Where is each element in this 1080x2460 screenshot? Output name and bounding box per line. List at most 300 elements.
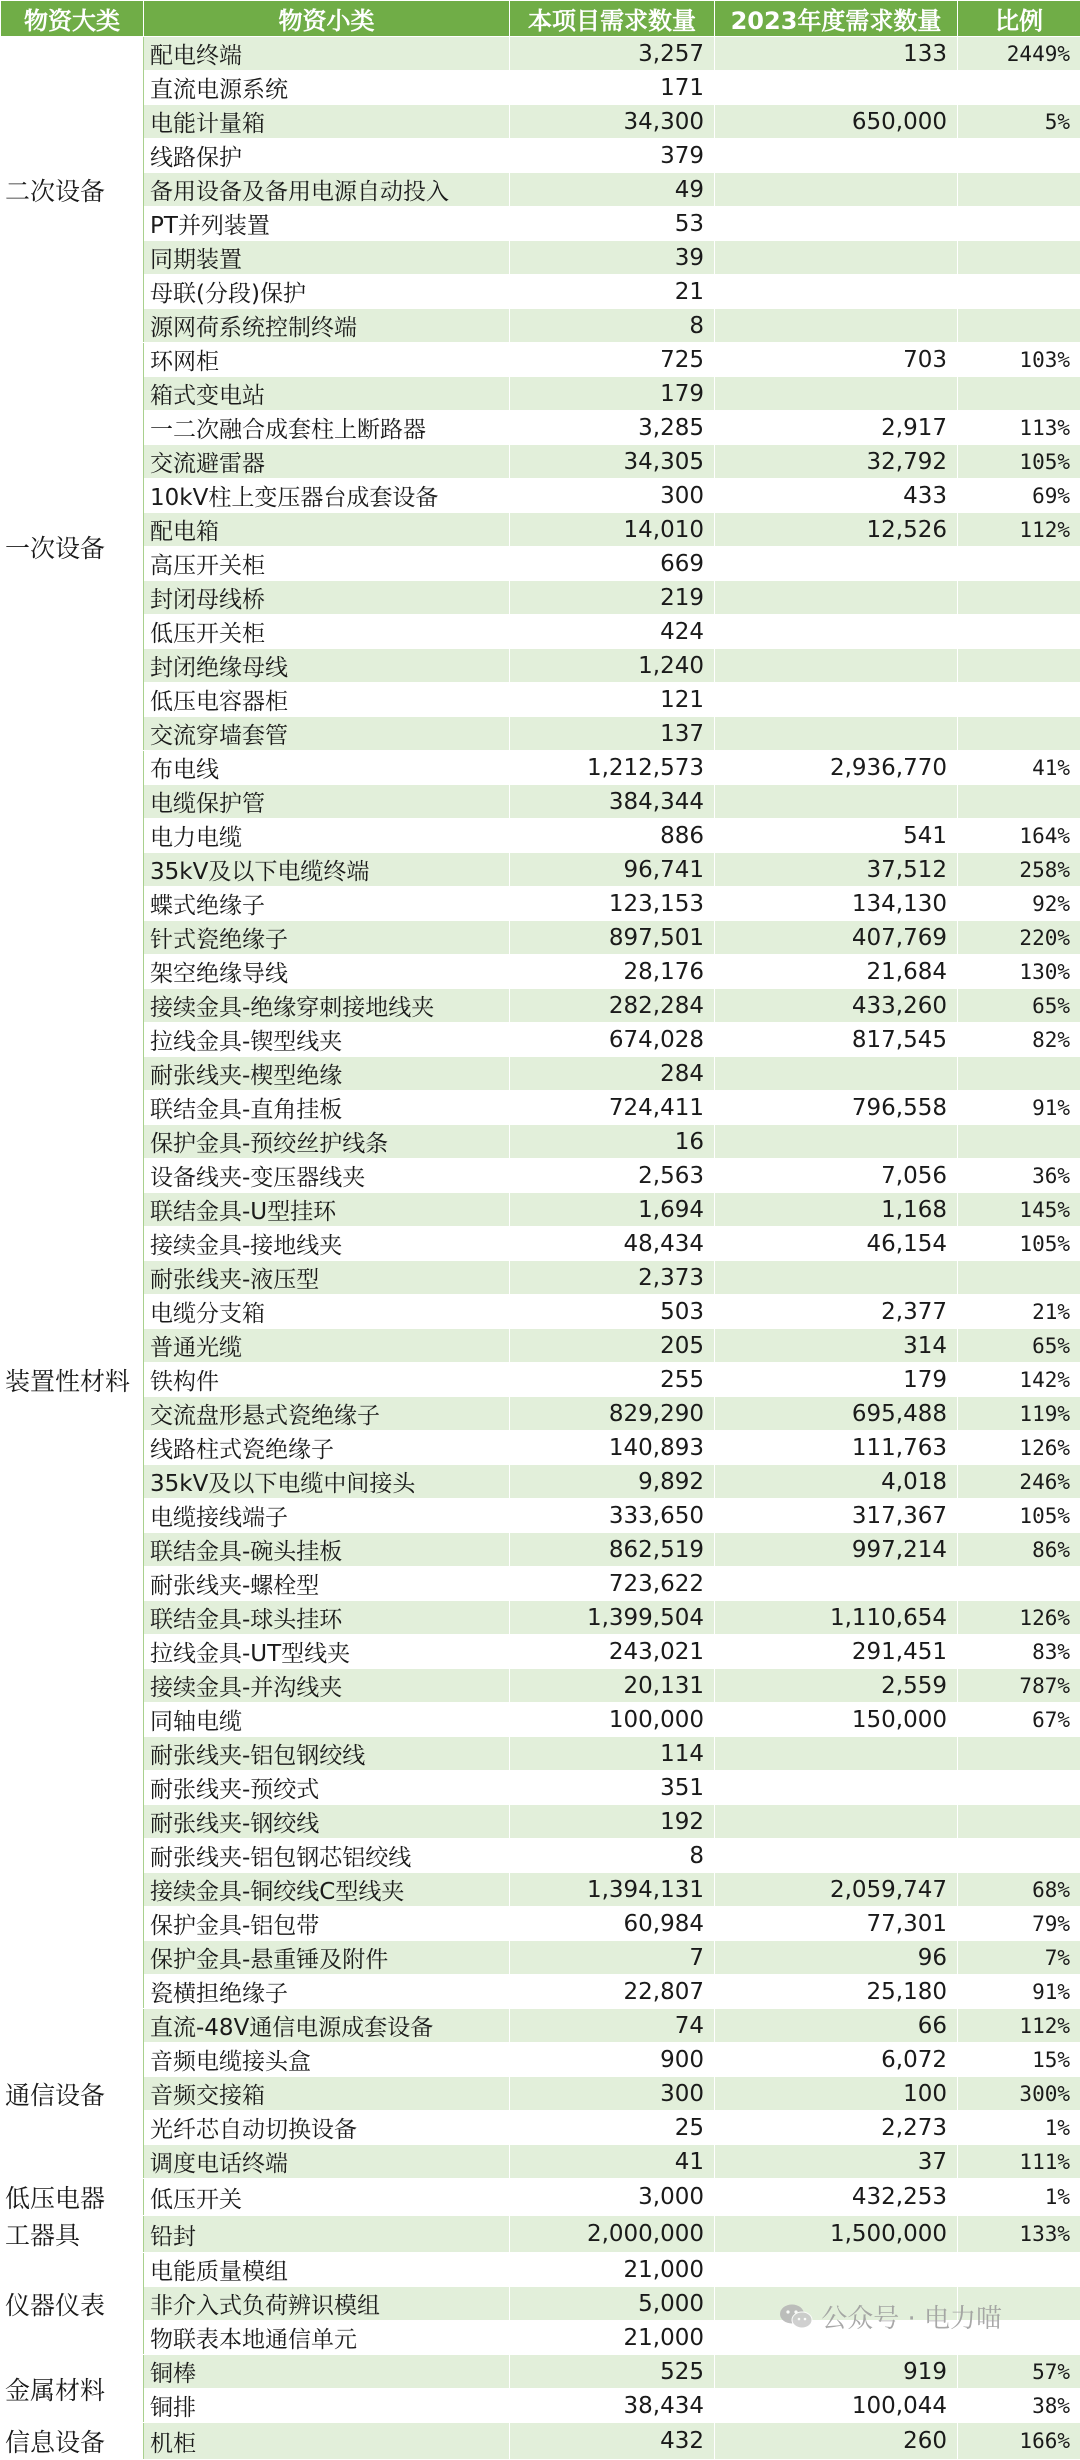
subcategory-cell[interactable]: 音频电缆接头盒 xyxy=(144,2043,510,2077)
project-qty-cell[interactable]: 333,650 xyxy=(510,1499,715,1533)
year-qty-cell[interactable]: 433,260 xyxy=(715,989,958,1023)
year-qty-cell[interactable]: 433 xyxy=(715,479,958,513)
year-qty-cell[interactable] xyxy=(715,1057,958,1091)
ratio-cell[interactable] xyxy=(958,309,1080,343)
year-qty-cell[interactable]: 150,000 xyxy=(715,1703,958,1737)
year-qty-cell[interactable]: 7,056 xyxy=(715,1159,958,1193)
year-qty-cell[interactable]: 1,110,654 xyxy=(715,1601,958,1635)
ratio-cell[interactable]: 1% xyxy=(958,2179,1080,2216)
ratio-cell[interactable] xyxy=(958,2253,1080,2287)
ratio-cell[interactable] xyxy=(958,1125,1080,1159)
year-qty-cell[interactable]: 179 xyxy=(715,1363,958,1397)
year-qty-cell[interactable] xyxy=(715,1771,958,1805)
project-qty-cell[interactable]: 192 xyxy=(510,1805,715,1839)
ratio-cell[interactable]: 65% xyxy=(958,1329,1080,1363)
project-qty-cell[interactable]: 219 xyxy=(510,581,715,615)
year-qty-cell[interactable]: 2,377 xyxy=(715,1295,958,1329)
subcategory-cell[interactable]: 铜排 xyxy=(144,2389,510,2423)
category-cell[interactable]: 金属材料 xyxy=(1,2355,144,2423)
project-qty-cell[interactable]: 886 xyxy=(510,819,715,853)
project-qty-cell[interactable]: 829,290 xyxy=(510,1397,715,1431)
subcategory-cell[interactable]: 联结金具-U型挂环 xyxy=(144,1193,510,1227)
project-qty-cell[interactable]: 284 xyxy=(510,1057,715,1091)
year-qty-cell[interactable]: 796,558 xyxy=(715,1091,958,1125)
subcategory-cell[interactable]: 同轴电缆 xyxy=(144,1703,510,1737)
subcategory-cell[interactable]: 电能计量箱 xyxy=(144,105,510,139)
project-qty-cell[interactable]: 34,300 xyxy=(510,105,715,139)
project-qty-cell[interactable]: 34,305 xyxy=(510,445,715,479)
project-qty-cell[interactable]: 9,892 xyxy=(510,1465,715,1499)
ratio-cell[interactable]: 112% xyxy=(958,513,1080,547)
project-qty-cell[interactable]: 1,694 xyxy=(510,1193,715,1227)
ratio-cell[interactable]: 105% xyxy=(958,1227,1080,1261)
project-qty-cell[interactable]: 5,000 xyxy=(510,2287,715,2321)
year-qty-cell[interactable] xyxy=(715,275,958,309)
ratio-cell[interactable]: 258% xyxy=(958,853,1080,887)
header-ratio[interactable]: 比例 xyxy=(958,1,1080,37)
project-qty-cell[interactable]: 3,285 xyxy=(510,411,715,445)
ratio-cell[interactable] xyxy=(958,649,1080,683)
ratio-cell[interactable]: 111% xyxy=(958,2145,1080,2179)
subcategory-cell[interactable]: 耐张线夹-楔型绝缘 xyxy=(144,1057,510,1091)
project-qty-cell[interactable]: 3,257 xyxy=(510,37,715,71)
subcategory-cell[interactable]: 电缆保护管 xyxy=(144,785,510,819)
project-qty-cell[interactable]: 723,622 xyxy=(510,1567,715,1601)
year-qty-cell[interactable] xyxy=(715,785,958,819)
ratio-cell[interactable] xyxy=(958,1261,1080,1295)
subcategory-cell[interactable]: 交流穿墙套管 xyxy=(144,717,510,751)
project-qty-cell[interactable]: 900 xyxy=(510,2043,715,2077)
ratio-cell[interactable] xyxy=(958,683,1080,717)
project-qty-cell[interactable]: 1,240 xyxy=(510,649,715,683)
subcategory-cell[interactable]: 拉线金具-锲型线夹 xyxy=(144,1023,510,1057)
year-qty-cell[interactable]: 291,451 xyxy=(715,1635,958,1669)
ratio-cell[interactable] xyxy=(958,207,1080,241)
ratio-cell[interactable] xyxy=(958,785,1080,819)
project-qty-cell[interactable]: 503 xyxy=(510,1295,715,1329)
project-qty-cell[interactable]: 21,000 xyxy=(510,2253,715,2287)
project-qty-cell[interactable]: 114 xyxy=(510,1737,715,1771)
project-qty-cell[interactable]: 8 xyxy=(510,1839,715,1873)
subcategory-cell[interactable]: 同期装置 xyxy=(144,241,510,275)
ratio-cell[interactable]: 166% xyxy=(958,2423,1080,2460)
ratio-cell[interactable] xyxy=(958,241,1080,275)
project-qty-cell[interactable]: 22,807 xyxy=(510,1975,715,2009)
subcategory-cell[interactable]: 线路柱式瓷绝缘子 xyxy=(144,1431,510,1465)
ratio-cell[interactable]: 86% xyxy=(958,1533,1080,1567)
subcategory-cell[interactable]: 耐张线夹-铝包钢绞线 xyxy=(144,1737,510,1771)
category-cell[interactable]: 仪器仪表 xyxy=(1,2253,144,2355)
year-qty-cell[interactable]: 134,130 xyxy=(715,887,958,921)
subcategory-cell[interactable]: 保护金具-铝包带 xyxy=(144,1907,510,1941)
ratio-cell[interactable] xyxy=(958,717,1080,751)
subcategory-cell[interactable]: 电力电缆 xyxy=(144,819,510,853)
table-row xyxy=(1,309,1080,343)
ratio-cell[interactable]: 164% xyxy=(958,819,1080,853)
subcategory-cell[interactable]: 铅封 xyxy=(144,2216,510,2253)
project-qty-cell[interactable]: 53 xyxy=(510,207,715,241)
subcategory-cell[interactable]: 备用设备及备用电源自动投入 xyxy=(144,173,510,207)
category-cell[interactable]: 二次设备 xyxy=(1,37,144,343)
table-row xyxy=(1,717,1080,751)
year-qty-cell[interactable]: 2,936,770 xyxy=(715,751,958,785)
ratio-cell[interactable]: 300% xyxy=(958,2077,1080,2111)
year-qty-cell[interactable] xyxy=(715,139,958,173)
project-qty-cell[interactable]: 3,000 xyxy=(510,2179,715,2216)
ratio-cell[interactable]: 41% xyxy=(958,751,1080,785)
year-qty-cell[interactable] xyxy=(715,615,958,649)
category-cell[interactable]: 装置性材料 xyxy=(1,751,144,2009)
subcategory-cell[interactable]: 低压开关柜 xyxy=(144,615,510,649)
project-qty-cell[interactable]: 669 xyxy=(510,547,715,581)
year-qty-cell[interactable]: 2,559 xyxy=(715,1669,958,1703)
subcategory-cell[interactable]: 交流避雷器 xyxy=(144,445,510,479)
category-cell[interactable]: 工器具 xyxy=(1,2216,144,2253)
ratio-cell[interactable]: 787% xyxy=(958,1669,1080,1703)
subcategory-cell[interactable]: 35kV及以下电缆中间接头 xyxy=(144,1465,510,1499)
year-qty-cell[interactable]: 432,253 xyxy=(715,2179,958,2216)
ratio-cell[interactable]: 7% xyxy=(958,1941,1080,1975)
subcategory-cell[interactable]: 针式瓷绝缘子 xyxy=(144,921,510,955)
year-qty-cell[interactable] xyxy=(715,717,958,751)
year-qty-cell[interactable]: 817,545 xyxy=(715,1023,958,1057)
project-qty-cell[interactable]: 171 xyxy=(510,71,715,105)
subcategory-cell[interactable]: 配电箱 xyxy=(144,513,510,547)
project-qty-cell[interactable]: 351 xyxy=(510,1771,715,1805)
year-qty-cell[interactable] xyxy=(715,173,958,207)
year-qty-cell[interactable]: 25,180 xyxy=(715,1975,958,2009)
year-qty-cell[interactable]: 6,072 xyxy=(715,2043,958,2077)
year-qty-cell[interactable]: 1,168 xyxy=(715,1193,958,1227)
ratio-cell[interactable] xyxy=(958,173,1080,207)
ratio-cell[interactable] xyxy=(958,377,1080,411)
year-qty-cell[interactable]: 100 xyxy=(715,2077,958,2111)
year-qty-cell[interactable]: 111,763 xyxy=(715,1431,958,1465)
year-qty-cell[interactable]: 133 xyxy=(715,37,958,71)
subcategory-cell[interactable]: 耐张线夹-螺栓型 xyxy=(144,1567,510,1601)
ratio-cell[interactable]: 68% xyxy=(958,1873,1080,1907)
ratio-cell[interactable]: 246% xyxy=(958,1465,1080,1499)
subcategory-cell[interactable]: 接续金具-铜绞线C型线夹 xyxy=(144,1873,510,1907)
year-qty-cell[interactable] xyxy=(715,547,958,581)
subcategory-cell[interactable]: 封闭绝缘母线 xyxy=(144,649,510,683)
project-qty-cell[interactable]: 724,411 xyxy=(510,1091,715,1125)
subcategory-cell[interactable]: 环网柜 xyxy=(144,343,510,377)
project-qty-cell[interactable]: 123,153 xyxy=(510,887,715,921)
project-qty-cell[interactable]: 96,741 xyxy=(510,853,715,887)
subcategory-cell[interactable]: 直流-48V通信电源成套设备 xyxy=(144,2009,510,2043)
project-qty-cell[interactable]: 49 xyxy=(510,173,715,207)
ratio-cell[interactable]: 36% xyxy=(958,1159,1080,1193)
year-qty-cell[interactable]: 314 xyxy=(715,1329,958,1363)
year-qty-cell[interactable]: 650,000 xyxy=(715,105,958,139)
ratio-cell[interactable]: 2449% xyxy=(958,37,1080,71)
project-qty-cell[interactable]: 140,893 xyxy=(510,1431,715,1465)
wechat-icon xyxy=(779,2303,813,2331)
subcategory-cell[interactable]: 源网荷系统控制终端 xyxy=(144,309,510,343)
ratio-cell[interactable] xyxy=(958,1737,1080,1771)
ratio-cell[interactable]: 82% xyxy=(958,1023,1080,1057)
ratio-cell[interactable]: 21% xyxy=(958,1295,1080,1329)
year-qty-cell[interactable] xyxy=(715,71,958,105)
subcategory-cell[interactable]: 接续金具-绝缘穿刺接地线夹 xyxy=(144,989,510,1023)
subcategory-cell[interactable]: PT并列装置 xyxy=(144,207,510,241)
project-qty-cell[interactable]: 48,434 xyxy=(510,1227,715,1261)
ratio-cell[interactable]: 83% xyxy=(958,1635,1080,1669)
year-qty-cell[interactable]: 46,154 xyxy=(715,1227,958,1261)
subcategory-cell[interactable]: 布电线 xyxy=(144,751,510,785)
ratio-cell[interactable] xyxy=(958,1771,1080,1805)
table-row xyxy=(1,1499,1080,1533)
subcategory-cell[interactable]: 保护金具-悬重锤及附件 xyxy=(144,1941,510,1975)
project-qty-cell[interactable]: 25 xyxy=(510,2111,715,2145)
project-qty-cell[interactable]: 384,344 xyxy=(510,785,715,819)
year-qty-cell[interactable]: 21,684 xyxy=(715,955,958,989)
project-qty-cell[interactable]: 38,434 xyxy=(510,2389,715,2423)
year-qty-cell[interactable] xyxy=(715,207,958,241)
year-qty-cell[interactable] xyxy=(715,309,958,343)
header-category[interactable]: 物资大类 xyxy=(1,1,144,37)
category-cell[interactable]: 一次设备 xyxy=(1,343,144,751)
subcategory-cell[interactable]: 封闭母线桥 xyxy=(144,581,510,615)
year-qty-cell[interactable]: 541 xyxy=(715,819,958,853)
project-qty-cell[interactable]: 432 xyxy=(510,2423,715,2460)
ratio-cell[interactable]: 79% xyxy=(958,1907,1080,1941)
header-project-qty[interactable]: 本项目需求数量 xyxy=(510,1,715,37)
year-qty-cell[interactable] xyxy=(715,241,958,275)
ratio-cell[interactable]: 113% xyxy=(958,411,1080,445)
subcategory-cell[interactable]: 电缆分支箱 xyxy=(144,1295,510,1329)
project-qty-cell[interactable]: 282,284 xyxy=(510,989,715,1023)
category-cell[interactable]: 信息设备 xyxy=(1,2423,144,2460)
ratio-cell[interactable] xyxy=(958,275,1080,309)
project-qty-cell[interactable]: 725 xyxy=(510,343,715,377)
year-qty-cell[interactable] xyxy=(715,1805,958,1839)
subcategory-cell[interactable]: 保护金具-预绞丝护线条 xyxy=(144,1125,510,1159)
project-qty-cell[interactable]: 7 xyxy=(510,1941,715,1975)
year-qty-cell[interactable] xyxy=(715,2253,958,2287)
project-qty-cell[interactable]: 20,131 xyxy=(510,1669,715,1703)
project-qty-cell[interactable]: 41 xyxy=(510,2145,715,2179)
ratio-cell[interactable]: 103% xyxy=(958,343,1080,377)
project-qty-cell[interactable]: 21 xyxy=(510,275,715,309)
ratio-cell[interactable]: 145% xyxy=(958,1193,1080,1227)
ratio-cell[interactable]: 91% xyxy=(958,1975,1080,2009)
year-qty-cell[interactable]: 317,367 xyxy=(715,1499,958,1533)
ratio-cell[interactable]: 105% xyxy=(958,1499,1080,1533)
subcategory-cell[interactable]: 联结金具-直角挂板 xyxy=(144,1091,510,1125)
subcategory-cell[interactable]: 10kV柱上变压器台成套设备 xyxy=(144,479,510,513)
project-qty-cell[interactable]: 60,984 xyxy=(510,1907,715,1941)
category-cell[interactable]: 通信设备 xyxy=(1,2009,144,2179)
ratio-cell[interactable] xyxy=(958,1805,1080,1839)
year-qty-cell[interactable]: 37 xyxy=(715,2145,958,2179)
subcategory-cell[interactable]: 一二次融合成套柱上断路器 xyxy=(144,411,510,445)
ratio-cell[interactable]: 15% xyxy=(958,2043,1080,2077)
year-qty-cell[interactable]: 77,301 xyxy=(715,1907,958,1941)
subcategory-cell[interactable]: 配电终端 xyxy=(144,37,510,71)
project-qty-cell[interactable]: 255 xyxy=(510,1363,715,1397)
year-qty-cell[interactable]: 37,512 xyxy=(715,853,958,887)
project-qty-cell[interactable]: 14,010 xyxy=(510,513,715,547)
project-qty-cell[interactable]: 862,519 xyxy=(510,1533,715,1567)
year-qty-cell[interactable]: 2,059,747 xyxy=(715,1873,958,1907)
header-year-qty[interactable]: 2023年度需求数量 xyxy=(715,1,958,37)
ratio-cell[interactable]: 38% xyxy=(958,2389,1080,2423)
subcategory-cell[interactable]: 非介入式负荷辨识模组 xyxy=(144,2287,510,2321)
project-qty-cell[interactable]: 300 xyxy=(510,2077,715,2111)
ratio-cell[interactable] xyxy=(958,1839,1080,1873)
ratio-cell[interactable]: 1% xyxy=(958,2111,1080,2145)
subcategory-cell[interactable]: 拉线金具-UT型线夹 xyxy=(144,1635,510,1669)
project-qty-cell[interactable]: 205 xyxy=(510,1329,715,1363)
ratio-cell[interactable]: 133% xyxy=(958,2216,1080,2253)
ratio-cell[interactable]: 105% xyxy=(958,445,1080,479)
year-qty-cell[interactable] xyxy=(715,1839,958,1873)
ratio-cell[interactable]: 126% xyxy=(958,1601,1080,1635)
subcategory-cell[interactable]: 铁构件 xyxy=(144,1363,510,1397)
ratio-cell[interactable]: 126% xyxy=(958,1431,1080,1465)
year-qty-cell[interactable] xyxy=(715,1737,958,1771)
project-qty-cell[interactable]: 424 xyxy=(510,615,715,649)
year-qty-cell[interactable] xyxy=(715,377,958,411)
project-qty-cell[interactable]: 121 xyxy=(510,683,715,717)
year-qty-cell[interactable] xyxy=(715,1567,958,1601)
year-qty-cell[interactable]: 919 xyxy=(715,2355,958,2389)
subcategory-cell[interactable]: 高压开关柜 xyxy=(144,547,510,581)
ratio-cell[interactable]: 220% xyxy=(958,921,1080,955)
subcategory-cell[interactable]: 箱式变电站 xyxy=(144,377,510,411)
subcategory-cell[interactable]: 电能质量模组 xyxy=(144,2253,510,2287)
project-qty-cell[interactable]: 74 xyxy=(510,2009,715,2043)
project-qty-cell[interactable]: 2,000,000 xyxy=(510,2216,715,2253)
ratio-cell[interactable] xyxy=(958,71,1080,105)
project-qty-cell[interactable]: 179 xyxy=(510,377,715,411)
ratio-cell[interactable]: 92% xyxy=(958,887,1080,921)
year-qty-cell[interactable]: 2,273 xyxy=(715,2111,958,2145)
subcategory-cell[interactable]: 铜棒 xyxy=(144,2355,510,2389)
year-qty-cell[interactable]: 997,214 xyxy=(715,1533,958,1567)
project-qty-cell[interactable]: 1,394,131 xyxy=(510,1873,715,1907)
table-row xyxy=(1,683,1080,717)
project-qty-cell[interactable]: 28,176 xyxy=(510,955,715,989)
year-qty-cell[interactable]: 100,044 xyxy=(715,2389,958,2423)
ratio-cell[interactable]: 69% xyxy=(958,479,1080,513)
subcategory-cell[interactable]: 低压电容器柜 xyxy=(144,683,510,717)
project-qty-cell[interactable]: 1,399,504 xyxy=(510,1601,715,1635)
subcategory-cell[interactable]: 物联表本地通信单元 xyxy=(144,2321,510,2355)
ratio-cell[interactable]: 67% xyxy=(958,1703,1080,1737)
subcategory-cell[interactable]: 瓷横担绝缘子 xyxy=(144,1975,510,2009)
subcategory-cell[interactable]: 光纤芯自动切换设备 xyxy=(144,2111,510,2145)
project-qty-cell[interactable]: 2,373 xyxy=(510,1261,715,1295)
project-qty-cell[interactable]: 243,021 xyxy=(510,1635,715,1669)
ratio-cell[interactable] xyxy=(958,139,1080,173)
ratio-cell[interactable] xyxy=(958,1567,1080,1601)
ratio-cell[interactable]: 57% xyxy=(958,2355,1080,2389)
project-qty-cell[interactable]: 674,028 xyxy=(510,1023,715,1057)
subcategory-cell[interactable]: 普通光缆 xyxy=(144,1329,510,1363)
ratio-cell[interactable] xyxy=(958,1057,1080,1091)
project-qty-cell[interactable]: 379 xyxy=(510,139,715,173)
year-qty-cell[interactable]: 1,500,000 xyxy=(715,2216,958,2253)
table-row xyxy=(1,751,1080,785)
project-qty-cell[interactable]: 137 xyxy=(510,717,715,751)
project-qty-cell[interactable]: 525 xyxy=(510,2355,715,2389)
project-qty-cell[interactable]: 2,563 xyxy=(510,1159,715,1193)
ratio-cell[interactable] xyxy=(958,581,1080,615)
year-qty-cell[interactable]: 407,769 xyxy=(715,921,958,955)
subcategory-cell[interactable]: 音频交接箱 xyxy=(144,2077,510,2111)
year-qty-cell[interactable] xyxy=(715,649,958,683)
year-qty-cell[interactable] xyxy=(715,1125,958,1159)
subcategory-cell[interactable]: 低压开关 xyxy=(144,2179,510,2216)
year-qty-cell[interactable]: 66 xyxy=(715,2009,958,2043)
year-qty-cell[interactable]: 96 xyxy=(715,1941,958,1975)
subcategory-cell[interactable]: 联结金具-球头挂环 xyxy=(144,1601,510,1635)
ratio-cell[interactable]: 5% xyxy=(958,105,1080,139)
year-qty-cell[interactable]: 695,488 xyxy=(715,1397,958,1431)
year-qty-cell[interactable]: 12,526 xyxy=(715,513,958,547)
subcategory-cell[interactable]: 调度电话终端 xyxy=(144,2145,510,2179)
ratio-cell[interactable] xyxy=(958,547,1080,581)
year-qty-cell[interactable]: 32,792 xyxy=(715,445,958,479)
category-cell[interactable]: 低压电器 xyxy=(1,2179,144,2216)
project-qty-cell[interactable]: 300 xyxy=(510,479,715,513)
subcategory-cell[interactable]: 设备线夹-变压器线夹 xyxy=(144,1159,510,1193)
project-qty-cell[interactable]: 16 xyxy=(510,1125,715,1159)
subcategory-cell[interactable]: 耐张线夹-液压型 xyxy=(144,1261,510,1295)
subcategory-cell[interactable]: 直流电源系统 xyxy=(144,71,510,105)
year-qty-cell[interactable]: 2,917 xyxy=(715,411,958,445)
project-qty-cell[interactable]: 100,000 xyxy=(510,1703,715,1737)
year-qty-cell[interactable]: 703 xyxy=(715,343,958,377)
year-qty-cell[interactable] xyxy=(715,1261,958,1295)
year-qty-cell[interactable]: 4,018 xyxy=(715,1465,958,1499)
subcategory-cell[interactable]: 耐张线夹-钢绞线 xyxy=(144,1805,510,1839)
subcategory-cell[interactable]: 架空绝缘导线 xyxy=(144,955,510,989)
ratio-cell[interactable]: 91% xyxy=(958,1091,1080,1125)
ratio-cell[interactable]: 112% xyxy=(958,2009,1080,2043)
project-qty-cell[interactable]: 1,212,573 xyxy=(510,751,715,785)
subcategory-cell[interactable]: 线路保护 xyxy=(144,139,510,173)
year-qty-cell[interactable]: 260 xyxy=(715,2423,958,2460)
subcategory-cell[interactable]: 接续金具-并沟线夹 xyxy=(144,1669,510,1703)
ratio-cell[interactable]: 65% xyxy=(958,989,1080,1023)
subcategory-cell[interactable]: 35kV及以下电缆终端 xyxy=(144,853,510,887)
year-qty-cell[interactable] xyxy=(715,581,958,615)
subcategory-cell[interactable]: 耐张线夹-铝包钢芯铝绞线 xyxy=(144,1839,510,1873)
subcategory-cell[interactable]: 电缆接线端子 xyxy=(144,1499,510,1533)
project-qty-cell[interactable]: 897,501 xyxy=(510,921,715,955)
year-qty-cell[interactable] xyxy=(715,683,958,717)
project-qty-cell[interactable]: 8 xyxy=(510,309,715,343)
subcategory-cell[interactable]: 耐张线夹-预绞式 xyxy=(144,1771,510,1805)
project-qty-cell[interactable]: 21,000 xyxy=(510,2321,715,2355)
subcategory-cell[interactable]: 蝶式绝缘子 xyxy=(144,887,510,921)
header-subcategory[interactable]: 物资小类 xyxy=(144,1,510,37)
ratio-cell[interactable] xyxy=(958,615,1080,649)
ratio-cell[interactable]: 130% xyxy=(958,955,1080,989)
project-qty-cell[interactable]: 39 xyxy=(510,241,715,275)
subcategory-cell[interactable]: 母联(分段)保护 xyxy=(144,275,510,309)
subcategory-cell[interactable]: 联结金具-碗头挂板 xyxy=(144,1533,510,1567)
subcategory-cell[interactable]: 接续金具-接地线夹 xyxy=(144,1227,510,1261)
subcategory-cell[interactable]: 机柜 xyxy=(144,2423,510,2460)
ratio-cell[interactable]: 142% xyxy=(958,1363,1080,1397)
ratio-cell[interactable]: 119% xyxy=(958,1397,1080,1431)
subcategory-cell[interactable]: 交流盘形悬式瓷绝缘子 xyxy=(144,1397,510,1431)
